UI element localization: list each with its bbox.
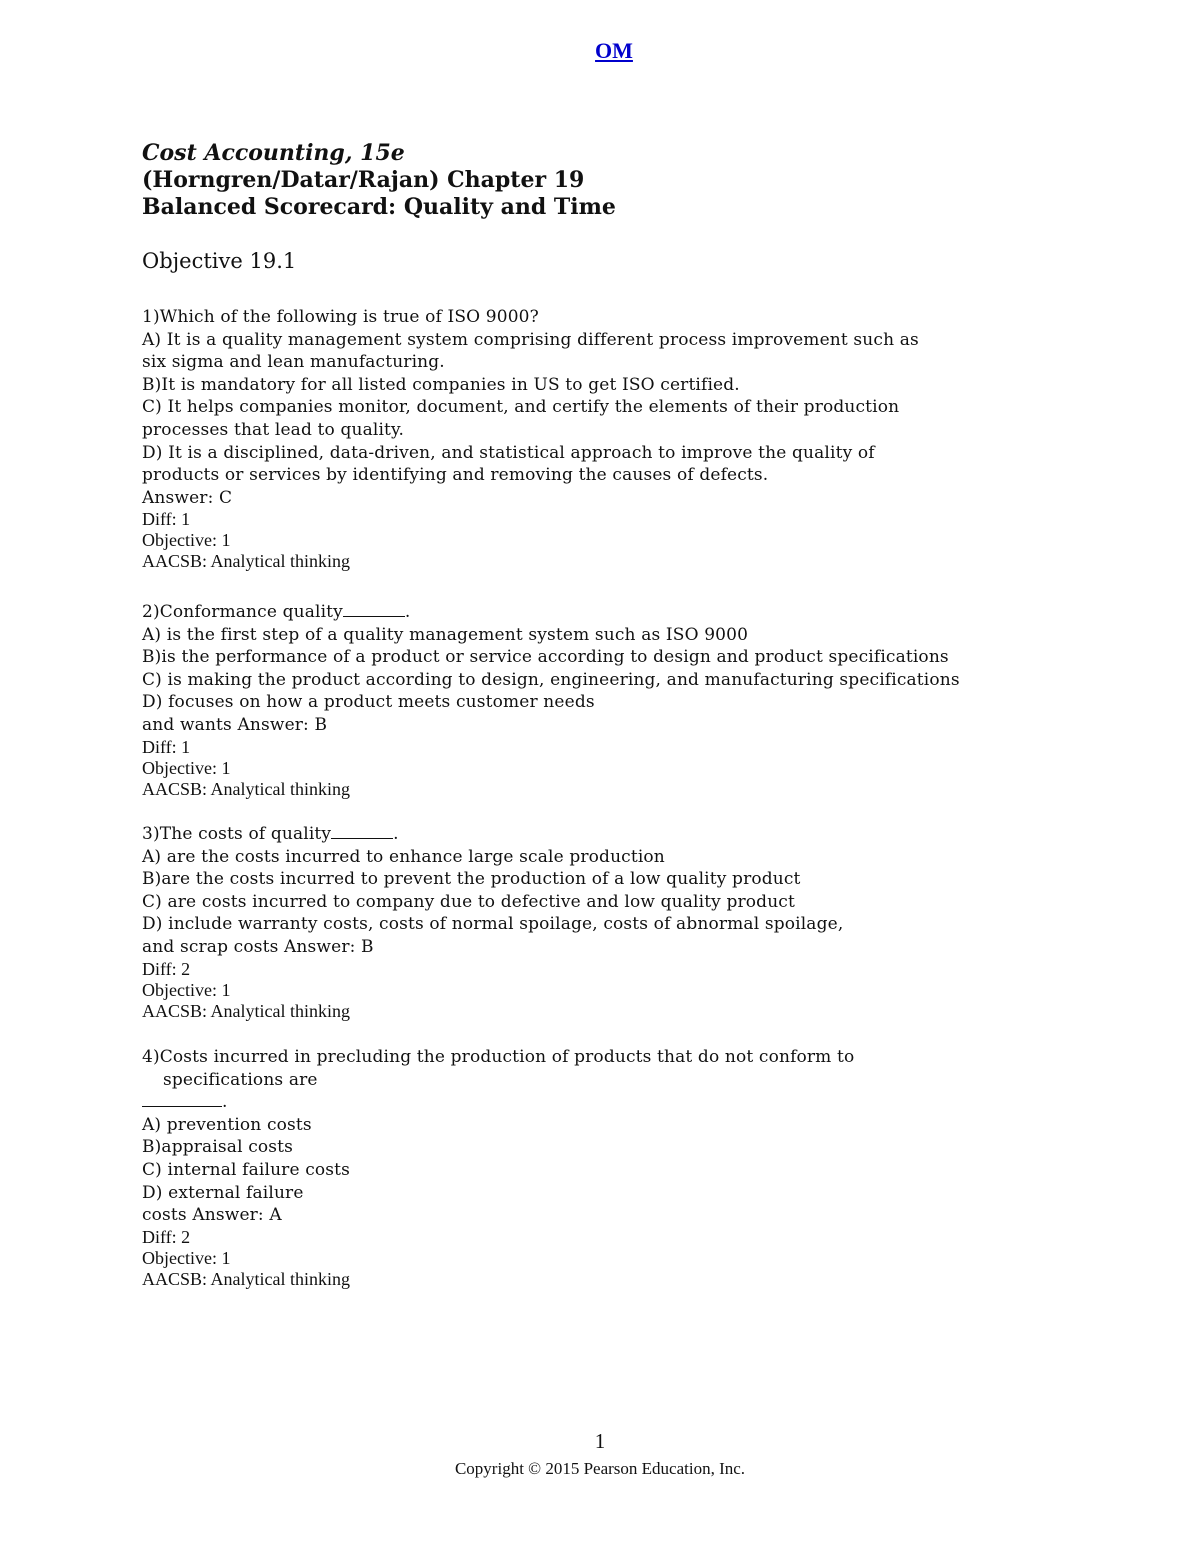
option-line: A) is the first step of a quality management system such as ISO 9000 bbox=[142, 624, 749, 645]
option-line: D) It is a disciplined, data-driven, and statistical approach to improve the quality of bbox=[142, 442, 875, 463]
answer-line: and scrap costs Answer: B bbox=[142, 936, 374, 957]
option-line: C) is making the product according to design, engineering, and manufacturing specifications bbox=[142, 669, 960, 690]
question-line: specifications are bbox=[163, 1069, 318, 1090]
option-line: B)It is mandatory for all listed companies in US to get ISO certified. bbox=[142, 374, 740, 395]
option-line: B)is the performance of a product or service according to design and product specifications bbox=[142, 647, 949, 668]
question-3 bbox=[142, 823, 1102, 1022]
question-line: 1)Which of the following is true of ISO 9000? bbox=[142, 307, 539, 327]
option-line: B)appraisal costs bbox=[142, 1137, 294, 1158]
document-title bbox=[142, 140, 616, 221]
question-line bbox=[142, 601, 1102, 624]
aacsb-tag: AACSB: Analytical thinking bbox=[142, 1268, 351, 1289]
aacsb-tag: AACSB: Analytical thinking bbox=[142, 551, 351, 572]
option-line: D) external failure bbox=[142, 1182, 304, 1203]
option-line: D) include warranty costs, costs of normal spoilage, costs of abnormal spoilage, bbox=[142, 914, 844, 935]
question-4 bbox=[142, 1046, 1102, 1290]
option-line: processes that lead to quality. bbox=[142, 419, 405, 440]
option-line: C) internal failure costs bbox=[142, 1159, 350, 1180]
option-line: B)are the costs incurred to prevent the production of a low quality product bbox=[142, 869, 801, 890]
answer-line: costs Answer: A bbox=[142, 1205, 282, 1226]
objective-tag: Objective: 1 bbox=[142, 979, 231, 1000]
objective-heading: Objective 19.1 bbox=[142, 249, 297, 273]
answer-line: Answer: C bbox=[142, 487, 233, 508]
page-number: 1 bbox=[594, 1429, 606, 1453]
difficulty: Diff: 2 bbox=[142, 1226, 191, 1247]
option-line: C) are costs incurred to company due to defective and low quality product bbox=[142, 891, 795, 912]
aacsb-tag: AACSB: Analytical thinking bbox=[142, 1000, 351, 1021]
aacsb-tag: AACSB: Analytical thinking bbox=[142, 778, 351, 799]
question-line: 4)Costs incurred in precluding the production of products that do not conform to bbox=[142, 1047, 855, 1067]
option-line: C) It helps companies monitor, document, and certify the elements of their production bbox=[142, 397, 900, 418]
question-2 bbox=[142, 601, 1102, 800]
title-authors-chapter: (Horngren/Datar/Rajan) Chapter 19 bbox=[142, 167, 585, 193]
answer-blank bbox=[331, 824, 393, 839]
question-stem: 3)The costs of quality bbox=[142, 824, 332, 844]
title-chapter-name: Balanced Scorecard: Quality and Time bbox=[142, 194, 616, 220]
question-stem: 2)Conformance quality bbox=[142, 602, 343, 622]
question-stem-end: . bbox=[393, 824, 399, 844]
header-link[interactable]: OM bbox=[595, 38, 633, 63]
option-line: products or services by identifying and removing the causes of defects. bbox=[142, 465, 769, 486]
option-line: six sigma and lean manufacturing. bbox=[142, 352, 445, 373]
objective-tag: Objective: 1 bbox=[142, 1247, 231, 1268]
answer-blank bbox=[343, 602, 405, 617]
question-stem-end: . bbox=[404, 602, 411, 622]
difficulty: Diff: 2 bbox=[142, 958, 191, 979]
copyright-notice: Copyright © 2015 Pearson Education, Inc. bbox=[454, 1459, 746, 1478]
objective-tag: Objective: 1 bbox=[142, 530, 231, 551]
option-line: A) are the costs incurred to enhance large scale production bbox=[142, 846, 665, 867]
question-blank-line bbox=[142, 1091, 1102, 1114]
difficulty: Diff: 1 bbox=[142, 736, 191, 757]
answer-blank bbox=[142, 1092, 222, 1107]
question-1 bbox=[142, 306, 1102, 572]
answer-line: and wants Answer: B bbox=[142, 714, 328, 735]
option-line: A) It is a quality management system comprising different process improvement such as bbox=[142, 329, 919, 350]
option-line: D) focuses on how a product meets customer needs bbox=[142, 692, 595, 713]
option-line: A) prevention costs bbox=[142, 1114, 312, 1135]
question-line bbox=[142, 823, 1102, 846]
difficulty: Diff: 1 bbox=[142, 509, 191, 530]
title-book: Cost Accounting, 15e bbox=[142, 140, 405, 166]
question-stem-end: . bbox=[222, 1092, 228, 1113]
objective-tag: Objective: 1 bbox=[142, 757, 231, 778]
